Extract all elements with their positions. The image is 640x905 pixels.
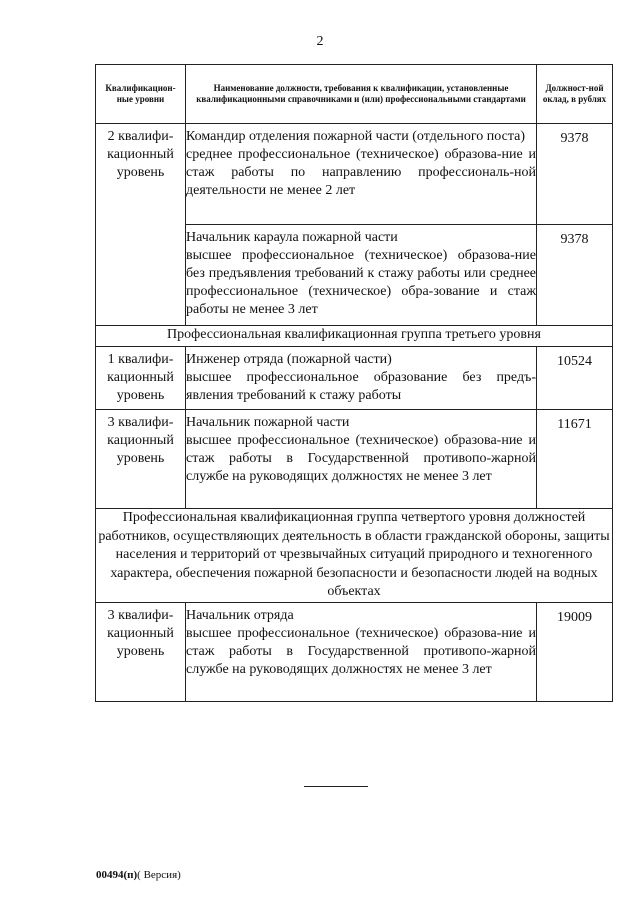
position-title: Начальник отряда <box>186 607 294 623</box>
position-requirements: высшее профессиональное (техническое) образова-ние и стаж работы в Государственной противопо-жарной службе на руководящих должностях не менее 3 лет <box>186 433 536 484</box>
position-requirements: высшее профессиональное (техническое) образова-ние без предъявления требований к стажу работы или среднее профессиональное (техническое) обра-зование и стаж работы не менее 3 лет <box>186 248 536 317</box>
header-position-requirements: Наименование должности, требования к квалификации, установленные квалификационными справочниками и (или) профессиональными стандартами <box>186 65 537 124</box>
level-cell: 1 квалифи-кационный уровень <box>96 347 186 410</box>
position-title: Начальник караула пожарной части <box>186 230 398 245</box>
document-code <box>96 869 181 881</box>
salary-cell: 9378 <box>537 124 613 225</box>
level-text: 2 квалифи-кационный уровень <box>107 129 174 180</box>
level-cell: 3 квалифи-кационный уровень <box>96 602 186 701</box>
page-number: 2 <box>316 34 324 49</box>
header-qualification-levels: Квалификацион-ные уровни <box>96 65 186 124</box>
position-cell <box>186 225 537 326</box>
table-header-row <box>96 65 613 124</box>
group-heading-row <box>96 326 613 347</box>
group-heading-row <box>96 509 613 603</box>
salary-cell: 9378 <box>537 225 613 326</box>
position-requirements: высшее профессиональное образование без предъ-явления требований к стажу работы <box>186 370 536 403</box>
document-version: ( Версия) <box>137 869 181 881</box>
header-salary: Должност-ной оклад, в рублях <box>537 65 613 124</box>
position-requirements: высшее профессиональное (техническое) образова-ние и стаж работы в Государственной противопо-жарной службе на руководящих должностях не менее 3 лет <box>186 625 536 677</box>
salary-table <box>95 64 613 702</box>
document-number: 00494(п) <box>96 869 138 881</box>
salary-cell: 10524 <box>537 347 613 410</box>
salary-cell: 11671 <box>537 410 613 509</box>
table-row <box>96 410 613 509</box>
position-requirements: среднее профессиональное (техническое) образова-ние и стаж работы по направлению профессиональ-ной деятельности не менее 2 лет <box>186 147 536 198</box>
level-cell: 3 квалифи-кационный уровень <box>96 410 186 509</box>
group-heading: Профессиональная квалификационная группа четвертого уровня должностей работников, осуществляющих деятельность в области гражданской обороны, защиты населения и территорий от чрезвычайных ситуаций природного и техногенного характера, обеспечения пожарной безопасности и безопасности людей на водных объектах <box>96 509 613 603</box>
position-cell <box>186 602 537 701</box>
footer-divider <box>304 786 368 787</box>
level-cell <box>96 124 186 326</box>
position-cell <box>186 410 537 509</box>
position-cell <box>186 124 537 225</box>
table-row <box>96 347 613 410</box>
position-title: Инженер отряда (пожарной части) <box>186 352 392 367</box>
position-cell <box>186 347 537 410</box>
table-row <box>96 602 613 701</box>
group-heading: Профессиональная квалификационная группа третьего уровня <box>96 326 613 347</box>
position-title: Начальник пожарной части <box>186 415 350 430</box>
salary-cell: 19009 <box>537 602 613 701</box>
position-title: Командир отделения пожарной части (отдельного поста) <box>186 129 525 144</box>
table-row <box>96 124 613 225</box>
